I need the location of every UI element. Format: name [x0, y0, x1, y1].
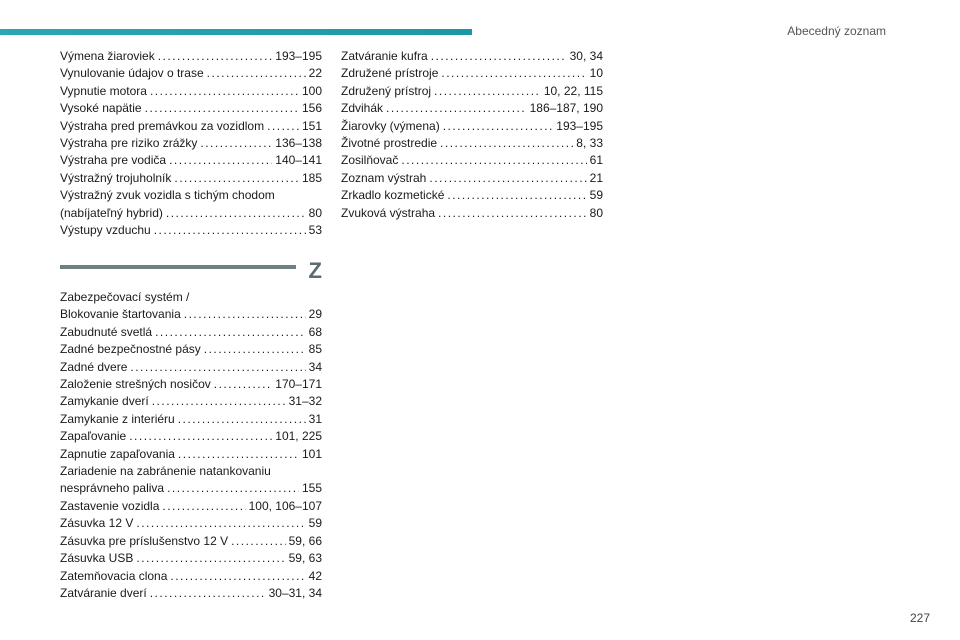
index-term: Výstraha pre riziko zrážky	[60, 136, 198, 151]
page-reference: 101, 225	[275, 429, 322, 444]
index-term: Zdvihák	[341, 101, 384, 116]
dot-leader	[438, 205, 587, 222]
dot-leader	[152, 393, 286, 410]
page-reference: 136–138	[275, 136, 322, 151]
index-term: Zastavenie vozidla	[60, 498, 160, 513]
dot-leader	[214, 376, 273, 393]
dot-leader	[184, 306, 306, 323]
index-entry	[60, 205, 322, 222]
page-reference: 10, 22, 115	[543, 83, 603, 98]
section-title: Abecedný zoznam	[787, 24, 886, 38]
page-reference: 59, 66	[288, 533, 322, 548]
index-term: Zamykanie dverí	[60, 394, 149, 409]
page-reference: 100	[301, 83, 322, 98]
page-reference: 59	[308, 516, 322, 531]
letter-z: Z	[308, 258, 322, 283]
index-entry	[60, 152, 322, 169]
index-term: Vynulovanie údajov o trase	[60, 66, 204, 81]
index-entry	[341, 135, 603, 152]
dot-leader	[434, 83, 541, 100]
index-entry	[341, 65, 603, 82]
page-number: 227	[909, 611, 930, 625]
letter-rule	[60, 265, 296, 269]
page-reference: 80	[589, 205, 603, 220]
index-column-left-bottom	[60, 289, 322, 602]
page-reference: 21	[589, 170, 603, 185]
dot-leader	[158, 48, 273, 65]
page-reference: 100, 106–107	[248, 498, 322, 513]
index-term: Zásuvka USB	[60, 551, 134, 566]
dot-leader	[150, 83, 299, 100]
dot-leader	[150, 585, 266, 602]
index-term: Zosilňovač	[341, 153, 399, 168]
header-accent-bar	[0, 29, 472, 35]
index-entry	[60, 170, 322, 187]
page-reference: 80	[308, 205, 322, 220]
index-entry	[60, 393, 322, 410]
index-entry	[60, 498, 322, 515]
index-entry	[341, 205, 603, 222]
index-entry	[341, 187, 603, 204]
index-entry	[60, 550, 322, 567]
dot-leader	[231, 533, 286, 550]
index-column-right	[341, 48, 603, 222]
page-reference: 30, 34	[569, 49, 603, 63]
page-reference: 42	[308, 568, 322, 583]
page-reference: 31–32	[288, 394, 322, 409]
dot-leader	[447, 187, 586, 204]
dot-leader	[136, 550, 285, 567]
index-term: Blokovanie štartovania	[60, 307, 181, 322]
page-reference: 170–171	[275, 377, 322, 392]
index-term: Zadné dvere	[60, 359, 128, 374]
dot-leader	[440, 135, 573, 152]
page-reference: 29	[308, 307, 322, 322]
page-reference: 101	[301, 446, 322, 461]
index-term: Životné prostredie	[341, 136, 438, 151]
dot-leader	[443, 118, 554, 135]
index-column-left-top	[60, 48, 322, 239]
index-term: Zatemňovacia clona	[60, 568, 168, 583]
index-entry	[60, 376, 322, 393]
dot-leader	[431, 48, 567, 65]
dot-leader	[401, 152, 586, 169]
index-entry	[60, 135, 322, 152]
index-term: Výstraha pre vodiča	[60, 153, 167, 168]
dot-leader	[207, 65, 306, 82]
page-reference: 156	[301, 101, 322, 116]
index-term: Zatváranie kufra	[341, 49, 428, 63]
index-entry	[60, 359, 322, 376]
dot-leader	[441, 65, 586, 82]
index-term: Zapaľovanie	[60, 429, 127, 444]
page-reference: 59, 63	[288, 551, 322, 566]
index-entry	[60, 515, 322, 532]
index-entry	[341, 152, 603, 169]
index-entry	[60, 324, 322, 341]
index-term: (nabíjateľný hybrid)	[60, 205, 163, 220]
page-reference: 68	[308, 324, 322, 339]
dot-leader	[174, 170, 299, 187]
index-entry	[60, 100, 322, 117]
page-reference: 193–195	[556, 118, 603, 133]
page-reference: 85	[308, 342, 322, 357]
dot-leader	[166, 205, 306, 222]
dot-leader	[136, 515, 305, 532]
page-reference: 59	[589, 188, 603, 203]
index-term: Združené prístroje	[341, 66, 439, 81]
page-reference: 34	[308, 359, 322, 374]
dot-leader	[167, 480, 299, 497]
dot-leader	[129, 428, 272, 445]
index-term: Výstupy vzduchu	[60, 223, 151, 238]
dot-leader	[386, 100, 527, 117]
dot-leader	[200, 135, 272, 152]
index-entry	[60, 568, 322, 585]
index-term: Vysoké napätie	[60, 101, 142, 116]
index-term: Zadné bezpečnostné pásy	[60, 342, 201, 357]
page-reference: 155	[301, 481, 322, 496]
index-entry	[60, 585, 322, 602]
index-term: Vypnutie motora	[60, 83, 147, 98]
index-entry-line: Zariadenie na zabránenie natankovaniu	[60, 464, 271, 479]
index-term: Zatváranie dverí	[60, 585, 147, 600]
letter-heading	[60, 256, 322, 286]
dot-leader	[429, 170, 586, 187]
index-entry	[341, 118, 603, 135]
dot-leader	[170, 568, 305, 585]
dot-leader	[145, 100, 299, 117]
index-term: Zvuková výstraha	[341, 205, 436, 220]
page-reference: 31	[308, 411, 322, 426]
dot-leader	[169, 152, 272, 169]
dot-leader	[155, 324, 306, 341]
index-entry	[60, 65, 322, 82]
index-entry	[60, 480, 322, 497]
index-term: Zásuvka pre príslušenstvo 12 V	[60, 533, 229, 548]
index-term: Zoznam výstrah	[341, 170, 427, 185]
page-reference: 193–195	[275, 49, 322, 63]
dot-leader	[162, 498, 245, 515]
page-reference: 185	[301, 170, 322, 185]
index-entry	[341, 83, 603, 100]
index-entry	[341, 100, 603, 117]
index-entry	[60, 446, 322, 463]
dot-leader	[178, 446, 299, 463]
page-reference: 61	[589, 153, 603, 168]
index-entry	[60, 48, 322, 65]
index-term: Výmena žiaroviek	[60, 49, 155, 63]
index-term: Výstražný trojuholník	[60, 170, 172, 185]
index-term: Výstraha pred premávkou za vozidlom	[60, 118, 265, 133]
index-entry-line: Výstražný zvuk vozidla s tichým chodom	[60, 188, 275, 203]
index-entry	[60, 533, 322, 550]
index-entry	[60, 118, 322, 135]
index-entry	[60, 306, 322, 323]
index-term: Žiarovky (výmena)	[341, 118, 440, 133]
dot-leader	[154, 222, 306, 239]
page-reference: 140–141	[275, 153, 322, 168]
page-reference: 30–31, 34	[268, 585, 322, 600]
page-reference: 53	[308, 223, 322, 238]
index-entry	[60, 411, 322, 428]
index-entry	[341, 170, 603, 187]
dot-leader	[178, 411, 306, 428]
index-term: Zrkadlo kozmetické	[341, 188, 445, 203]
page-reference: 8, 33	[576, 136, 603, 151]
index-term: Združený prístroj	[341, 83, 432, 98]
page-reference: 186–187, 190	[529, 101, 603, 116]
page-reference: 10	[589, 66, 603, 81]
index-term: Zapnutie zapaľovania	[60, 446, 175, 461]
dot-leader	[130, 359, 305, 376]
index-term: Zásuvka 12 V	[60, 516, 134, 531]
page-reference: 22	[308, 66, 322, 81]
index-term: Zabudnuté svetlá	[60, 324, 153, 339]
index-entry	[60, 428, 322, 445]
index-entry-line: Zabezpečovací systém /	[60, 290, 190, 304]
index-entry	[60, 83, 322, 100]
dot-leader	[204, 341, 306, 358]
dot-leader	[267, 118, 299, 135]
index-term: nesprávneho paliva	[60, 481, 165, 496]
index-term: Založenie strešných nosičov	[60, 377, 211, 392]
page-reference: 151	[301, 118, 322, 133]
index-entry	[341, 48, 603, 65]
index-term: Zamykanie z interiéru	[60, 411, 175, 426]
index-entry	[60, 341, 322, 358]
index-entry	[60, 222, 322, 239]
